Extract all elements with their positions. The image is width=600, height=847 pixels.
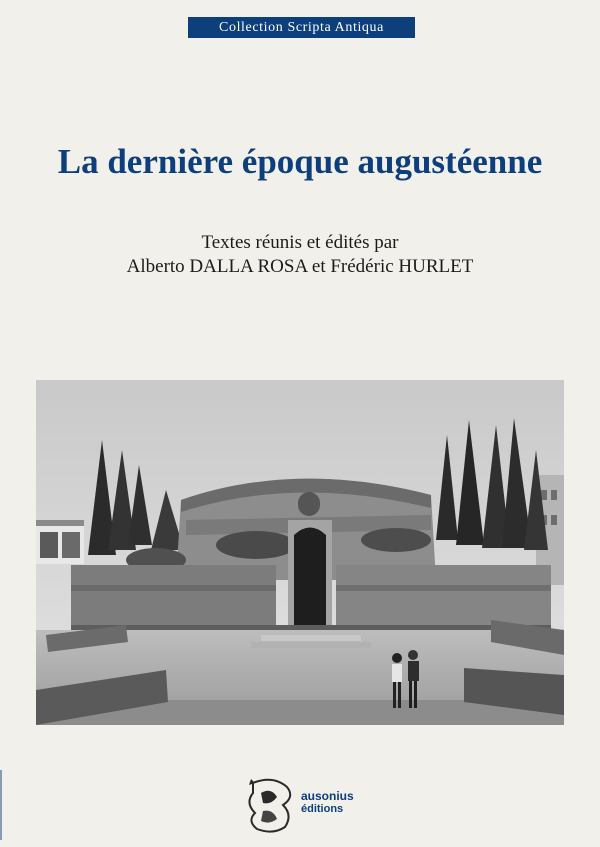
publisher-name: ausonius (301, 789, 354, 803)
publisher-logo (243, 775, 358, 835)
cover-photo (36, 380, 564, 725)
ausonius-logo-icon (243, 775, 301, 835)
publisher-subname: éditions (301, 803, 344, 815)
credit-line-1: Textes réunis et édités par (201, 232, 399, 253)
series-badge (188, 17, 415, 38)
editors-credit (0, 231, 600, 279)
spine-edge (0, 770, 2, 840)
book-title: La dernière époque augustéenne (57, 142, 543, 181)
credit-line-2: Alberto DALLA ROSA et Frédéric HURLET (126, 256, 474, 277)
mausoleum-photo (36, 380, 564, 725)
series-label: Collection Scripta Antiqua (219, 19, 384, 35)
